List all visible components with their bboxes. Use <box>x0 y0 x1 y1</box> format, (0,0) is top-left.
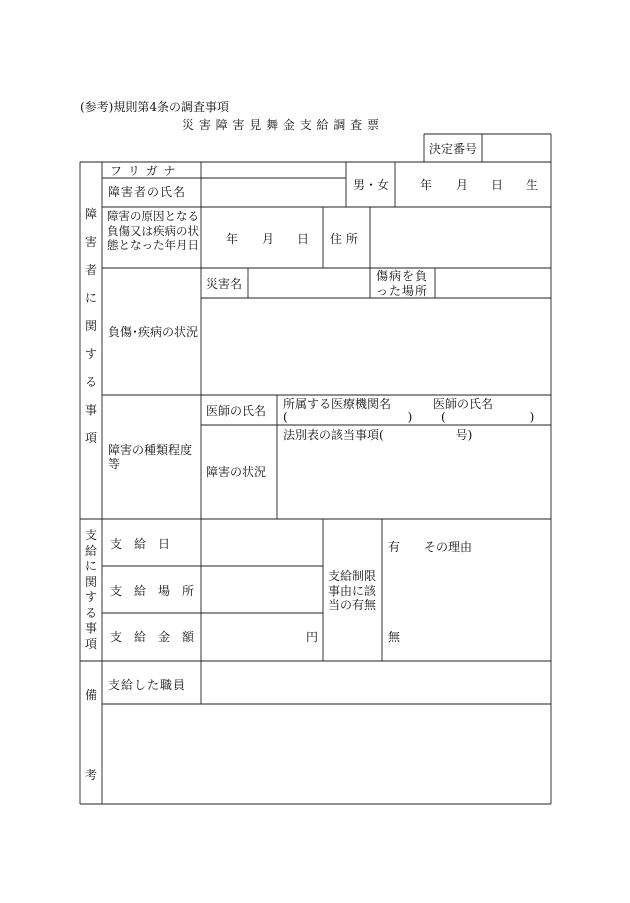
disability-degree-label: 障害の種類程度等 <box>108 443 193 471</box>
injury-status-field[interactable] <box>202 299 550 394</box>
disaster-name-label: 災害名 <box>206 277 243 291</box>
decision-number-field[interactable] <box>483 135 550 161</box>
cause-date-label: 障害の原因となる負傷又は疾病の状態となった年月日 <box>107 209 199 252</box>
payment-place-label: 支 給 場 所 <box>110 584 195 598</box>
restriction-label: 支給制限事由に該当の有無 <box>328 569 377 612</box>
injury-place-label-2: った場所 <box>376 284 429 298</box>
furigana-label: フ リ ガ ナ <box>110 164 177 178</box>
remarks-label-top: 備 <box>84 688 97 702</box>
injury-place-field[interactable] <box>436 269 550 297</box>
section-label-payment: 支 給 に 関 す る 事 項 <box>84 528 97 651</box>
restriction-no: 無 <box>388 630 401 644</box>
doctor-name-label: 医師の氏名 <box>206 404 267 418</box>
doctor-name-paren: ( ) <box>441 410 535 424</box>
section-label-disabled-person: 障 害 者 に 関 す る 事 項 <box>84 207 97 445</box>
form-title: 災 害 障 害 見 舞 金 支 給 調 査 票 <box>182 118 380 132</box>
name-label: 障害者の氏名 <box>108 185 187 199</box>
remarks-field[interactable] <box>103 705 550 803</box>
cause-year: 年 <box>226 232 239 246</box>
staff-label: 支給した職員 <box>108 678 187 692</box>
address-field[interactable] <box>371 208 550 267</box>
payment-amount-field[interactable] <box>202 614 322 660</box>
birth-suffix: 生 <box>526 178 539 192</box>
payment-amount-label: 支 給 金 額 <box>110 630 195 644</box>
institution-paren: ( ) <box>283 410 413 424</box>
birth-month: 月 <box>456 178 469 192</box>
gender-label: 男・女 <box>353 178 390 192</box>
disability-status-label: 障害の状況 <box>206 465 267 479</box>
disaster-name-field[interactable] <box>249 269 369 297</box>
address-label: 住 所 <box>330 232 358 246</box>
cause-day: 日 <box>297 232 310 246</box>
birth-day: 日 <box>491 178 504 192</box>
remarks-label-bottom: 考 <box>84 768 97 782</box>
name-field[interactable] <box>202 179 345 206</box>
restriction-yes-reason: 有 その理由 <box>388 540 473 554</box>
disability-status-field[interactable] <box>278 444 550 518</box>
decision-number-label: 決定番号 <box>429 142 478 156</box>
furigana-field[interactable] <box>202 163 345 177</box>
birth-year: 年 <box>420 178 433 192</box>
yen-unit: 円 <box>306 630 319 644</box>
injury-status-label: 負傷･疾病の状況 <box>108 325 199 339</box>
cause-month: 月 <box>262 232 275 246</box>
law-table-label: 法別表の該当事項( 号) <box>283 428 473 442</box>
institution-label: 所属する医療機関名 <box>283 397 392 411</box>
doctor-name-label-2: 医師の氏名 <box>433 397 494 411</box>
staff-field[interactable] <box>202 662 550 703</box>
injury-place-label-1: 傷病を負 <box>376 269 429 283</box>
payment-date-field[interactable] <box>202 520 322 565</box>
reference-note: (参考)規則第4条の調査事項 <box>80 100 229 114</box>
payment-place-field[interactable] <box>202 567 322 612</box>
payment-date-label: 支 給 日 <box>110 537 171 551</box>
